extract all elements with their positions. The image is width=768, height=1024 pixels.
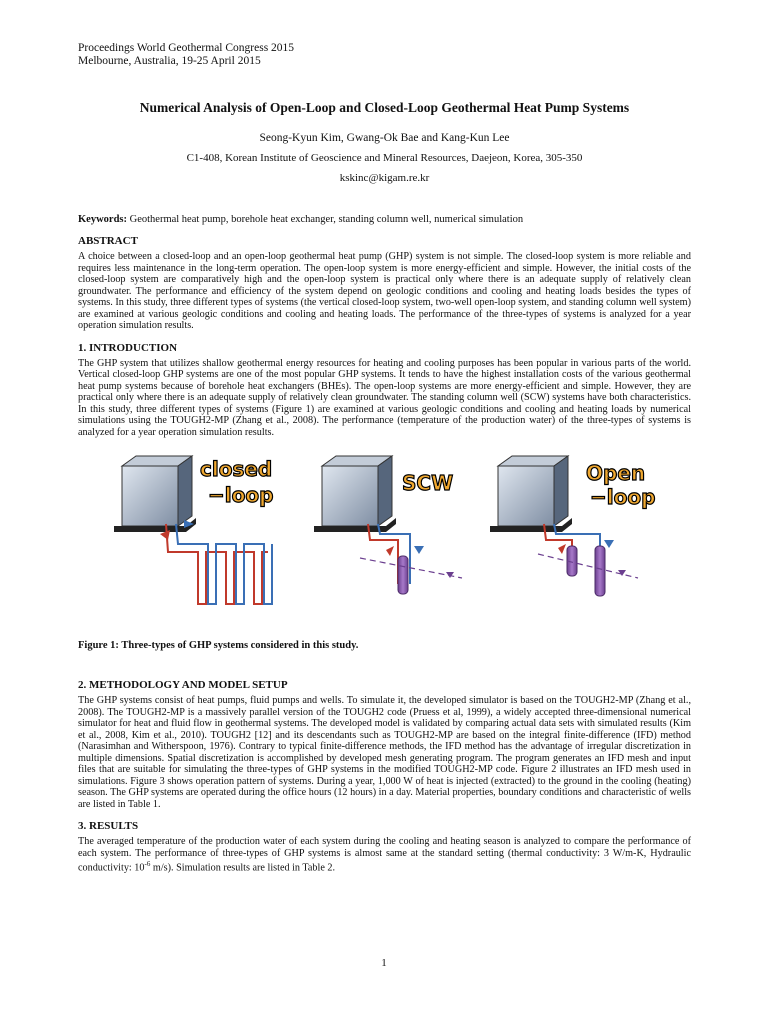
open-loop-system [490, 456, 655, 596]
ghp-systems-illustration [78, 454, 691, 634]
closed-loop-system [114, 456, 273, 604]
page-number: 1 [381, 957, 387, 969]
scw-building-icon [314, 456, 396, 532]
scw-label: SCW [402, 471, 454, 495]
keywords-label: Keywords: [78, 214, 127, 225]
results-text-b: m/s). Simulation results are listed in Table 2. [150, 862, 336, 874]
results-text-a: The averaged temperature of the production water of each system during the cooling and heating season is analyzed to compare the performance of each system. The performance of three-types of GHP systems is almost same at the standard setting (thermal conductivity: 3 W/m-K, Hydraulic conductivity: 10 [78, 836, 691, 874]
closed-loop-label-2: −loop [208, 483, 274, 507]
open-loop-label-2: −loop [590, 485, 656, 509]
figure-1 [78, 454, 691, 634]
open-loop-label-1: Open [586, 461, 646, 485]
scw-system [314, 456, 462, 594]
abstract-text: A choice between a closed-loop and an open-loop geothermal heat pump (GHP) system is not simple. The closed-loop system is more reliable and requires less maintenance in the long-term operation. The open-loop system is more energy-efficient and simple. However, the initial costs of the closed-loop system are comparatively high and the open-loop system is practical only where there is an adequate supply of relatively clean groundwater. The performance and efficiency of the system depend on geologic conditions and cooling and heating loads besides the types of systems. In this study, three different types of systems (the vertical closed-loop system, two-well open-loop system, and standing column well system) are examined at various geologic conditions and cooling and heating loads. The performance of the three-types of systems is analyzed for a year operation simulation results. [78, 251, 691, 331]
closed-loop-label-1: closed [200, 457, 273, 481]
keywords [78, 214, 691, 225]
results-text [78, 836, 691, 874]
method-heading: 2. METHODOLOGY AND MODEL SETUP [78, 679, 288, 691]
intro-text: The GHP system that utilizes shallow geothermal energy resources for heating and cooling purposes has been popular in various parts of the world. Vertical closed-loop GHP systems are one of the most popular GHP systems. It tends to have the highest installation costs of the various geothermal heat pump systems because of borehole heat exchangers (BHEs). The open-loop systems are more energy-efficient and simple. However, they are practical only where there is an adequate supply of relatively clean groundwater. The standing column well (SCW) systems have both characteristics. In this study, three different types of systems (Figure 1) are examined at various geologic conditions and cooling and heating loads by numerical simulations using the TOUGH2-MP (Zhang et al., 2008). The performance (temperature of the production water) of the three-types of systems is analyzed for a year operation simulation results. [78, 357, 691, 438]
header-line-2: Melbourne, Australia, 19-25 April 2015 [78, 55, 261, 67]
method-text: The GHP systems consist of heat pumps, fluid pumps and wells. To simulate it, the developed simulator is based on the TOUGH2-MP (Zhang et al., 2008). The TOUGH2-MP is a massively parallel version of the TOUGH2 code (Pruess et al, 1999), a widely accepted three-dimensional numerical simulator for heat and fluid flow in geothermal systems. The developed model is validated by comparing actual data sets with simulated results (Kim et al., 2008, Kim et al., 2010). TOUGH2 [12] and its descendants such as TOUGH2-MP are based on the integral finite-difference (IFD) method (Narasimhan and Witherspoon, 1976). Contrary to typical finite-difference methods, the IFD method has the advantage of irregular discretization in multiple dimensions. Spatial discretization is accomplished by developed mesh generating program. The program generates an IFD mesh and input files that are suitable for simulating the three-types of GHP systems in the modified TOUGH2-MP code. Figure 2 illustrates an IFD mesh used in simulations. Figure 3 shows operation pattern of systems. During a year, 1,000 W of heat is injected (extracted) to the ground in the cooling (heating) season. The GHP systems are operated during the office hours (12 hours) in a day. Material properties, boundary conditions and characteristic of wells are listed in Table 1. [78, 695, 691, 810]
intro-heading: 1. INTRODUCTION [78, 341, 178, 354]
proceedings-header [78, 42, 691, 68]
paper-title: Numerical Analysis of Open-Loop and Closed-Loop Geothermal Heat Pump Systems [139, 100, 630, 115]
abstract-heading: ABSTRACT [78, 235, 138, 247]
open-loop-building-icon [490, 456, 572, 532]
keywords-text: Geothermal heat pump, borehole heat exchanger, standing column well, numerical simulation [129, 214, 524, 225]
header-line-1: Proceedings World Geothermal Congress 2015 [78, 42, 295, 54]
closed-loop-building-icon [114, 456, 196, 532]
results-exponent: -6 [144, 860, 151, 868]
authors: Seong-Kyun Kim, Gwang-Ok Bae and Kang-Kun Lee [259, 132, 510, 144]
affiliation: C1-408, Korean Institute of Geoscience and Mineral Resources, Daejeon, Korea, 305-350 [186, 152, 583, 164]
email: kskinc@kigam.re.kr [339, 172, 430, 184]
paper-page [78, 42, 691, 874]
figure-1-caption: Figure 1: Three-types of GHP systems considered in this study. [78, 640, 359, 651]
results-heading: 3. RESULTS [78, 820, 139, 832]
